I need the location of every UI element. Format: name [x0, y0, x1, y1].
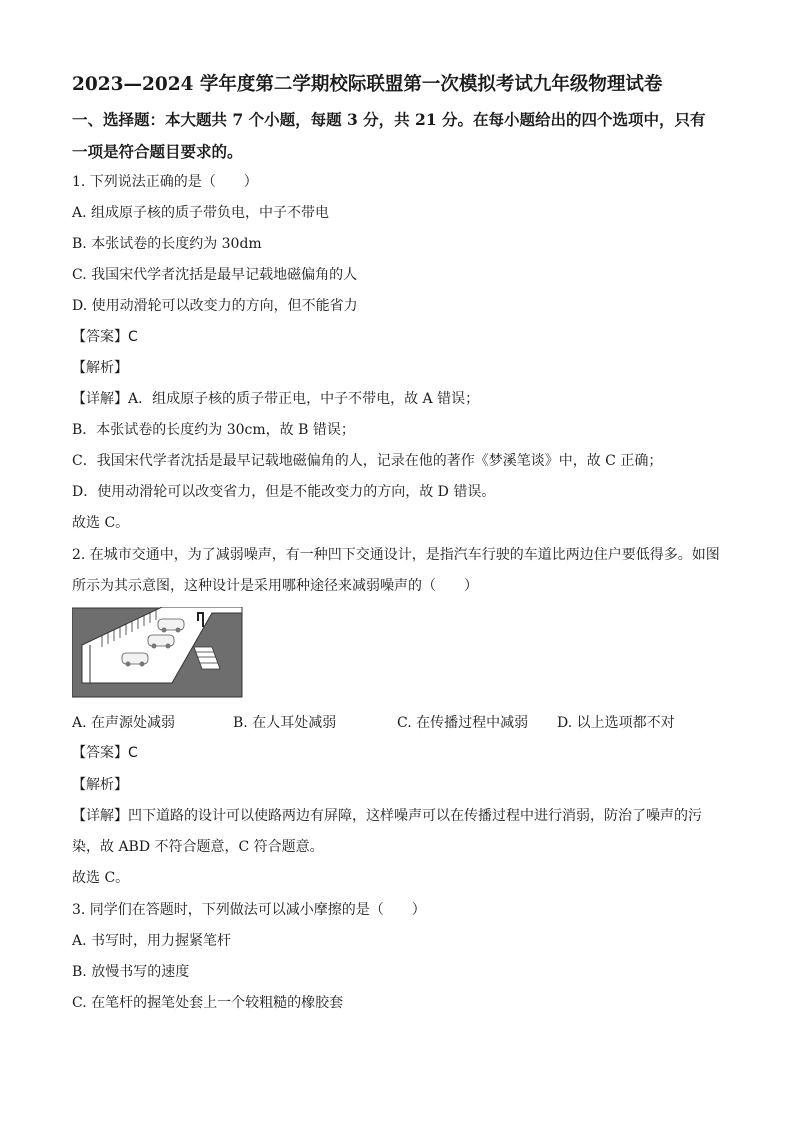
q1-option-d: D. 使用动滑轮可以改变力的方向，但不能省力 — [72, 298, 358, 314]
q1-analysis-label: 【解析】 — [72, 360, 128, 376]
q3-option-b: B. 放慢书写的速度 — [72, 964, 190, 980]
q1-detail-c: C．我国宋代学者沈括是最早记载地磁偏角的人，记录在他的著作《梦溪笔谈》中，故 C 正确； — [72, 453, 663, 469]
q2-stem-line2: 所示为其示意图，这种设计是采用哪种途径来减弱噪声的（ ） — [72, 578, 478, 594]
exam-title: 2023—2024 学年度第二学期校际联盟第一次模拟考试九年级物理试卷 — [72, 74, 663, 95]
q3-stem: 3. 同学们在答题时，下列做法可以减小摩擦的是（ ） — [72, 902, 426, 918]
q1-detail-d: D．使用动滑轮可以改变省力，但是不能改变力的方向，故 D 错误。 — [72, 484, 496, 500]
q1-conclusion: 故选 C。 — [72, 515, 130, 531]
q1-detail-b: B．本张试卷的长度约为 30cm，故 B 错误； — [72, 422, 355, 438]
q2-option-b: B. 在人耳处减弱 — [233, 715, 337, 731]
q1-detail-a: 【详解】A．组成原子核的质子带正电，中子不带电，故 A 错误； — [72, 391, 480, 407]
q1-answer: 【答案】C — [72, 329, 138, 345]
q2-option-d: D. 以上选项都不对 — [557, 715, 675, 731]
q2-stem-line1: 2. 在城市交通中，为了减弱噪声，有一种凹下交通设计，是指汽车行驶的车道比两边住户要低得多。如图 — [72, 547, 720, 563]
q2-answer: 【答案】C — [72, 745, 138, 761]
q3-option-a: A. 书写时，用力握紧笔杆 — [72, 933, 232, 949]
section-heading-line1: 一、选择题：本大题共 7 个小题，每题 3 分，共 21 分。在每小题给出的四个选项中，只有 — [72, 110, 706, 129]
q1-option-a: A. 组成原子核的质子带负电，中子不带电 — [72, 205, 330, 221]
q3-option-c: C. 在笔杆的握笔处套上一个较粗糙的橡胶套 — [72, 995, 344, 1011]
q2-option-c: C. 在传播过程中减弱 — [397, 715, 529, 731]
q1-option-b: B. 本张试卷的长度约为 30dm — [72, 236, 262, 252]
sunken-road-diagram — [72, 607, 243, 698]
q1-option-c: C. 我国宋代学者沈括是最早记载地磁偏角的人 — [72, 267, 358, 283]
q1-stem: 1. 下列说法正确的是（ ） — [72, 174, 258, 190]
q2-detail-line2: 染，故 ABD 不符合题意，C 符合题意。 — [72, 839, 324, 855]
q2-detail-line1: 【详解】凹下道路的设计可以使路两边有屏障，这样噪声可以在传播过程中进行消弱，防治了噪声的污 — [72, 808, 702, 824]
q2-conclusion: 故选 C。 — [72, 870, 130, 886]
section-heading-line2: 一项是符合题目要求的。 — [72, 142, 243, 161]
q2-option-a: A. 在声源处减弱 — [72, 715, 176, 731]
q2-analysis-label: 【解析】 — [72, 777, 128, 793]
